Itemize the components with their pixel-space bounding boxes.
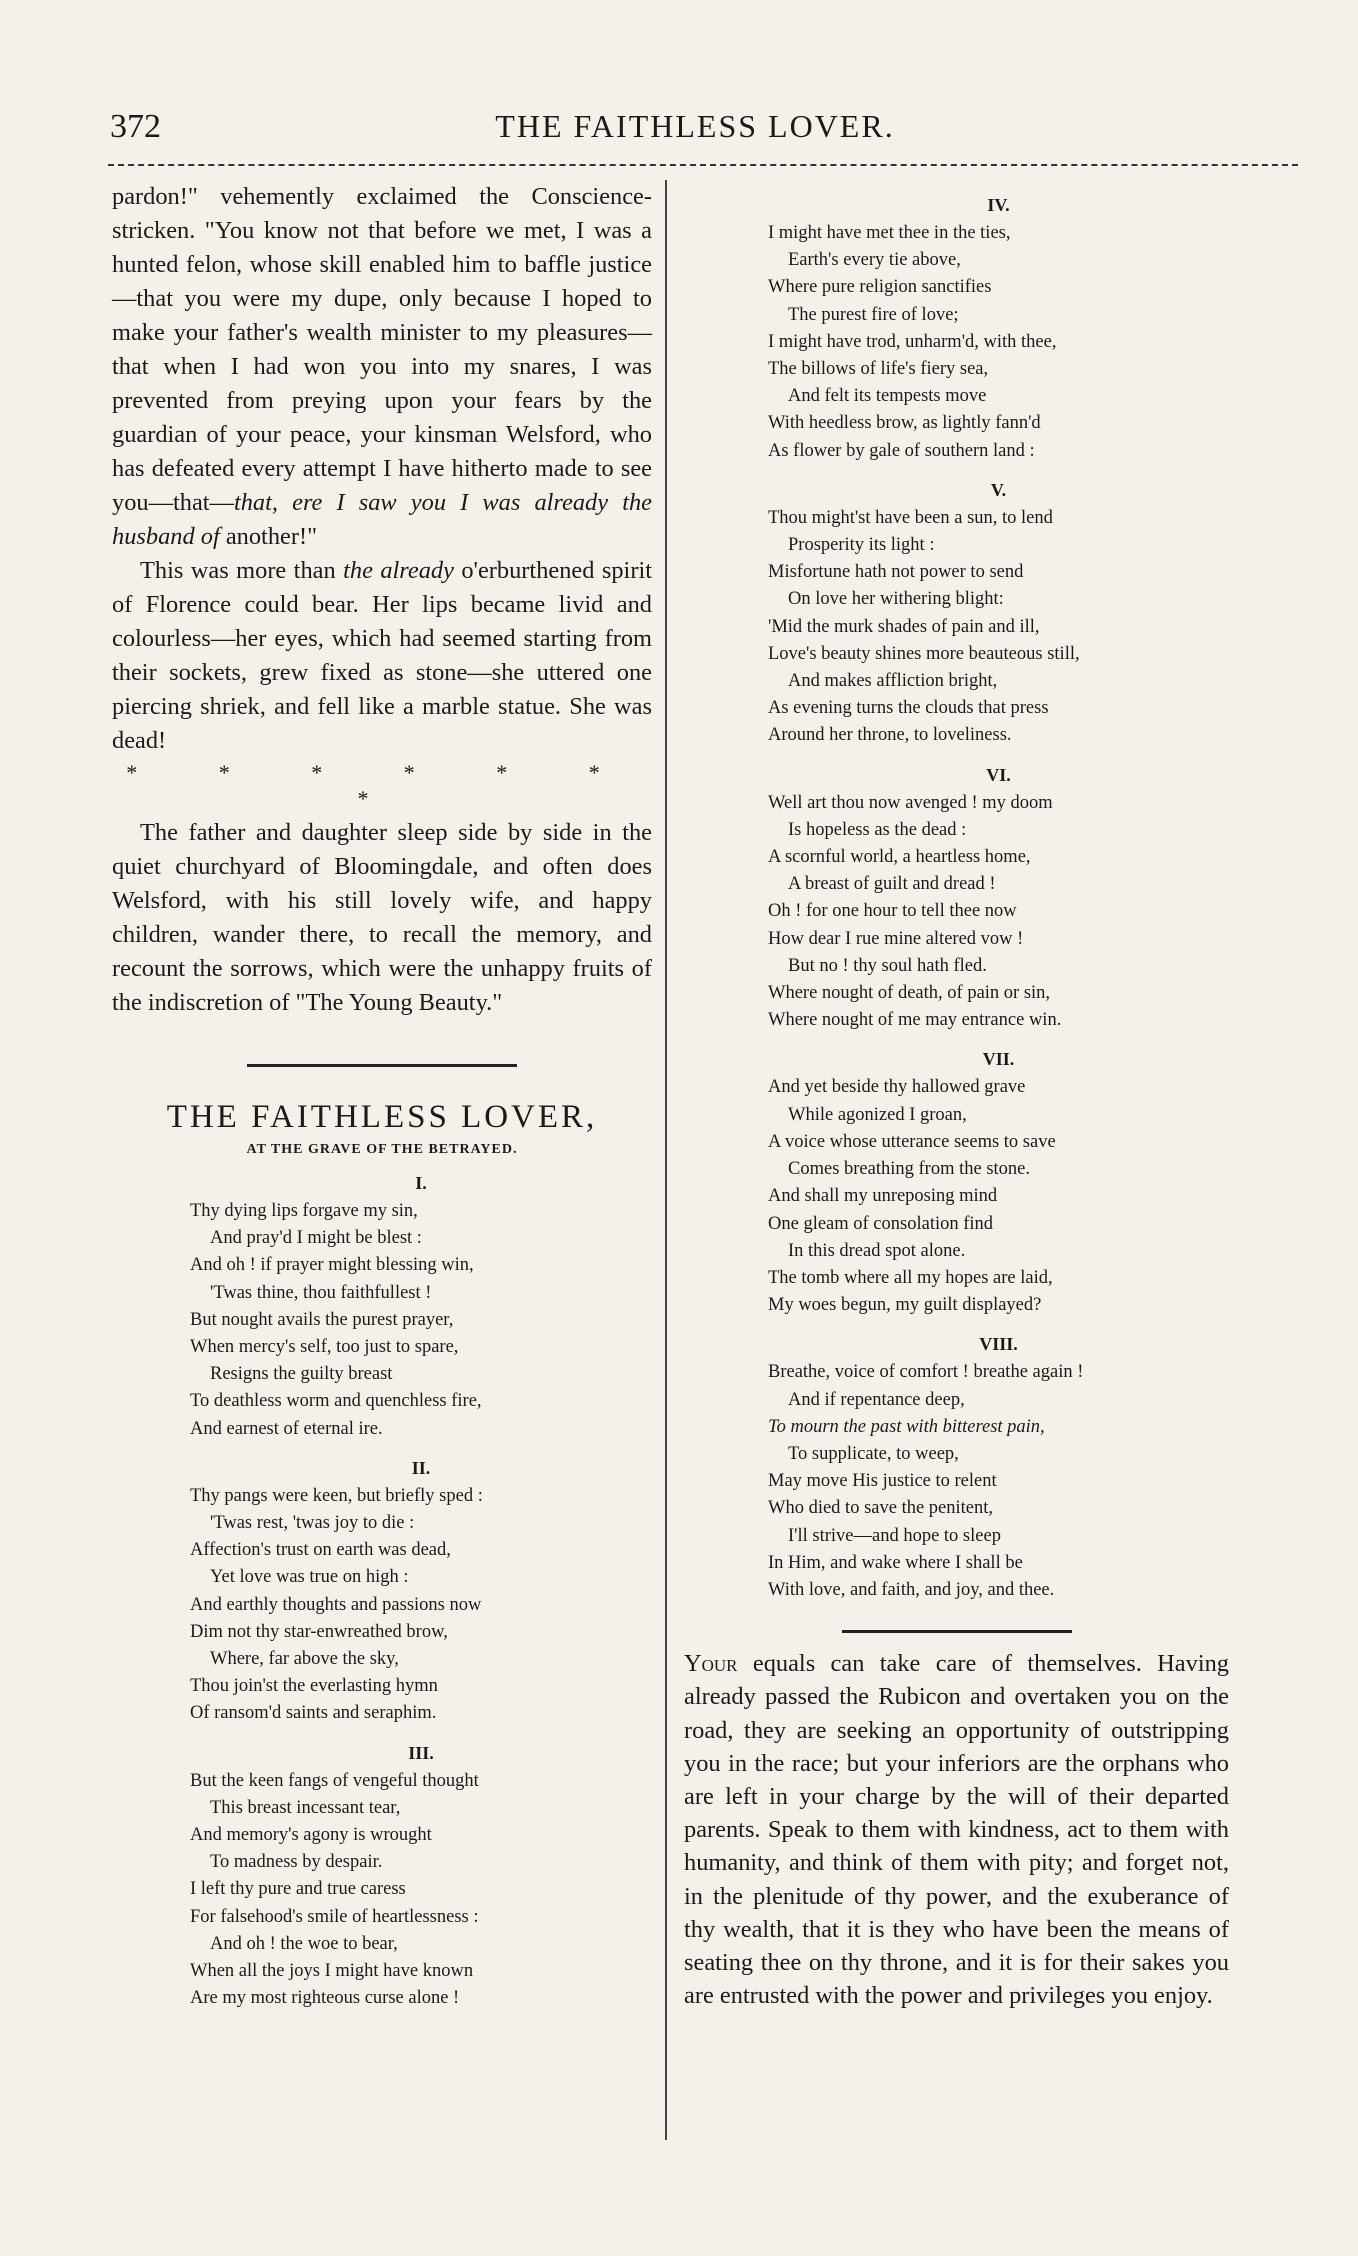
verse-line: Around her throne, to loveliness. [768, 725, 1012, 746]
poem-stanza [768, 764, 1229, 1035]
verse-line: I might have trod, unharm'd, with thee, [768, 331, 1057, 352]
verse-line: The purest fire of love; [788, 304, 959, 325]
verse-line: And if repentance deep, [788, 1389, 965, 1410]
verse-line: And oh ! the woe to bear, [210, 1933, 398, 1954]
text-segment: o'erburthened spirit of Florence could bear. Her lips became livid and colourless—her eyes, which had seemed starting from their sockets, grew fixed as stone—she uttered one piercing shriek, and fell like a marble statue. She was dead! [112, 557, 652, 754]
verse-line: With heedless brow, as lightly fann'd [768, 413, 1041, 434]
verse-line: A scornful world, a heartless home, [768, 847, 1031, 868]
verse-line: I might have met thee in the ties, [768, 223, 1011, 243]
verse-line: And oh ! if prayer might blessing win, [190, 1255, 474, 1276]
verse-line: And earnest of eternal ire. [190, 1418, 383, 1439]
section-rule [247, 1064, 517, 1067]
poem-stanza [190, 1172, 652, 1443]
verse-line: And makes affliction bright, [788, 671, 998, 692]
verse-line: When mercy's self, too just to spare, [190, 1337, 459, 1358]
running-title: THE FAITHLESS LOVER. [495, 108, 895, 144]
verse-line: And pray'd I might be blest : [210, 1228, 422, 1249]
verse-line: A voice whose utterance seems to save [768, 1131, 1056, 1152]
verse-line: In this dread spot alone. [788, 1240, 966, 1261]
verse-line: Where pure religion sanctifies [768, 277, 992, 298]
stanza-numeral: II. [411, 1457, 431, 1478]
verse-line: Is hopeless as the dead : [788, 819, 967, 840]
verse-line: Well art thou now avenged ! my doom [768, 792, 1053, 813]
verse-line: As flower by gale of southern land : [768, 440, 1035, 461]
verse-line: For falsehood's smile of heartlessness : [190, 1906, 479, 1927]
stanza-numeral: VIII. [979, 1334, 1018, 1355]
text-segment: This was more than [140, 557, 344, 584]
verse-line: Prosperity its light : [788, 535, 935, 556]
verse-line: Thou might'st have been a sun, to lend [768, 507, 1053, 528]
verse-line: Where nought of me may entrance win. [768, 1010, 1062, 1031]
stanza-numeral: VII. [982, 1049, 1015, 1070]
poem-stanza [190, 1742, 652, 2013]
verse-line: To supplicate, to weep, [788, 1443, 959, 1464]
verse-line: To madness by despair. [210, 1852, 383, 1873]
verse-line: With love, and faith, and joy, and thee. [768, 1579, 1055, 1600]
verse-line: Dim not thy star-enwreathed brow, [190, 1621, 448, 1642]
poem-stanza [190, 1457, 652, 1728]
page-number: 372 [110, 108, 161, 145]
verse-line: One gleam of consolation find [768, 1213, 994, 1234]
text-segment: another!" [219, 523, 318, 550]
verse-line: When all the joys I might have known [190, 1961, 474, 1982]
story-conclusion [112, 180, 652, 1020]
verse-line: And memory's agony is wrought [190, 1825, 432, 1846]
section-stars: * * * * * * * [126, 760, 638, 811]
essay-text: equals can take care of themselves. Having already passed the Rubicon and overtaken you on the road, they are seeking an opportunity of outstripping you in the race; but your inferiors are the orphans who are left in your charge by the will of their departed parents. Speak to them with kindness, act to them with humanity, and think of them with pity; and forget not, in the plenitude of thy power, and the exuberance of thy wealth, that it is they who have been the means of seating thee on thy throne, and it is for their sakes you are entrusted with the power and privileges you enjoy. [684, 1650, 1229, 2010]
verse-line: Oh ! for one hour to tell thee now [768, 901, 1017, 922]
verse-line: Misfortune hath not power to send [768, 562, 1024, 583]
verse-line: On love her withering blight: [788, 589, 1004, 610]
poem-stanza [768, 194, 1229, 465]
verse-line: 'Twas thine, thou faithfullest ! [210, 1282, 432, 1303]
right-column [684, 180, 1229, 2012]
verse-line: The billows of life's fiery sea, [768, 359, 989, 380]
verse-line: May move His justice to relent [768, 1471, 997, 1492]
header-rule [108, 164, 1298, 166]
verse-line: A breast of guilt and dread ! [788, 874, 996, 895]
story-closing-paragraph: The father and daughter sleep side by side in the quiet churchyard of Bloomingdale, and often does Welsford, with his still lovely wife, and happy children, wander there, to recall the memory, and recount the sorrows, which were the unhappy fruits of the indiscretion of "The Young Beauty." [112, 819, 652, 1016]
verse-line: Earth's every tie above, [788, 250, 961, 271]
verse-line: And earthly thoughts and passions now [190, 1594, 482, 1615]
verse-line: How dear I rue mine altered vow ! [768, 928, 1024, 949]
verse-line: But the keen fangs of vengeful thought [190, 1770, 479, 1791]
verse-line: I'll strive—and hope to sleep [788, 1525, 1001, 1546]
verse-line: As evening turns the clouds that press [768, 698, 1049, 719]
section-rule-right [842, 1630, 1072, 1633]
verse-line: And shall my unreposing mind [768, 1186, 998, 1207]
verse-line: To mourn the past with bitterest pain, [768, 1416, 1045, 1437]
verse-line: Affection's trust on earth was dead, [190, 1540, 451, 1561]
verse-line: Of ransom'd saints and seraphim. [190, 1703, 437, 1724]
left-column [112, 180, 652, 2012]
verse-line: But no ! thy soul hath fled. [788, 955, 987, 976]
poem-stanzas-left [112, 1172, 652, 2012]
verse-line: And yet beside thy hallowed grave [768, 1077, 1026, 1098]
stanza-numeral: VI. [986, 764, 1011, 785]
verse-line: Thy dying lips forgave my sin, [190, 1201, 418, 1221]
italic-text: the already [343, 557, 454, 584]
page-header [110, 108, 1280, 158]
stanza-numeral: V. [990, 479, 1007, 500]
verse-line: Where nought of death, of pain or sin, [768, 983, 1051, 1004]
essay-lead-word: Your [684, 1650, 738, 1678]
essay-paragraph [684, 1647, 1229, 2012]
verse-line: My woes begun, my guilt displayed? [768, 1295, 1042, 1316]
verse-line: Resigns the guilty breast [210, 1364, 393, 1385]
verse-line: While agonized I groan, [788, 1104, 967, 1125]
verse-line: The tomb where all my hopes are laid, [768, 1267, 1053, 1288]
verse-line: But nought avails the purest prayer, [190, 1309, 454, 1330]
verse-line: This breast incessant tear, [210, 1797, 401, 1818]
verse-line: Where, far above the sky, [210, 1649, 399, 1670]
verse-line: Breathe, voice of comfort ! breathe again ! [768, 1362, 1084, 1383]
poem-subtitle: AT THE GRAVE OF THE BETRAYED. [246, 1142, 518, 1157]
verse-line: Who died to save the penitent, [768, 1498, 994, 1519]
stanza-numeral: I. [415, 1173, 427, 1193]
poem-stanza [768, 479, 1229, 750]
poem-title: THE FAITHLESS LOVER, [166, 1099, 598, 1135]
column-divider [665, 180, 667, 2140]
poem-stanzas-right [684, 194, 1229, 1604]
verse-line: Thou join'st the everlasting hymn [190, 1676, 438, 1697]
verse-line: And felt its tempests move [788, 386, 987, 407]
poem-stanza [768, 1048, 1229, 1319]
verse-line: Comes breathing from the stone. [788, 1159, 1030, 1180]
verse-line: Thy pangs were keen, but briefly sped : [190, 1485, 483, 1506]
poem-stanza [768, 1333, 1229, 1604]
verse-line: To deathless worm and quenchless fire, [190, 1391, 482, 1412]
stanza-numeral: IV. [987, 195, 1010, 215]
verse-line: Are my most righteous curse alone ! [190, 1988, 460, 2009]
story-paragraph [112, 180, 652, 554]
story-paragraphs [112, 180, 652, 758]
verse-line: I left thy pure and true caress [190, 1879, 406, 1900]
text-segment: pardon!" vehemently exclaimed the Conscience-stricken. "You know not that before we met, I was a hunted felon, whose skill enabled him to baffle justice—that you were my dupe, only because I hoped to make your father's wealth minister to my pleasures—that when I had won you into my snares, I was prevented from preying upon your fears by the guardian of your peace, your kinsman Welsford, who has defeated every attempt I have hitherto made to see you—that— [112, 183, 652, 516]
stanza-numeral: III. [408, 1742, 434, 1763]
verse-line: In Him, and wake where I shall be [768, 1552, 1023, 1573]
verse-line: 'Twas rest, 'twas joy to die : [210, 1513, 415, 1534]
story-paragraph [112, 554, 652, 758]
verse-line: 'Mid the murk shades of pain and ill, [768, 616, 1040, 637]
verse-line: Yet love was true on high : [210, 1567, 409, 1588]
italic-text: that, ere I saw you I was already the husband of [112, 489, 652, 550]
verse-line: Love's beauty shines more beauteous still, [768, 643, 1080, 664]
